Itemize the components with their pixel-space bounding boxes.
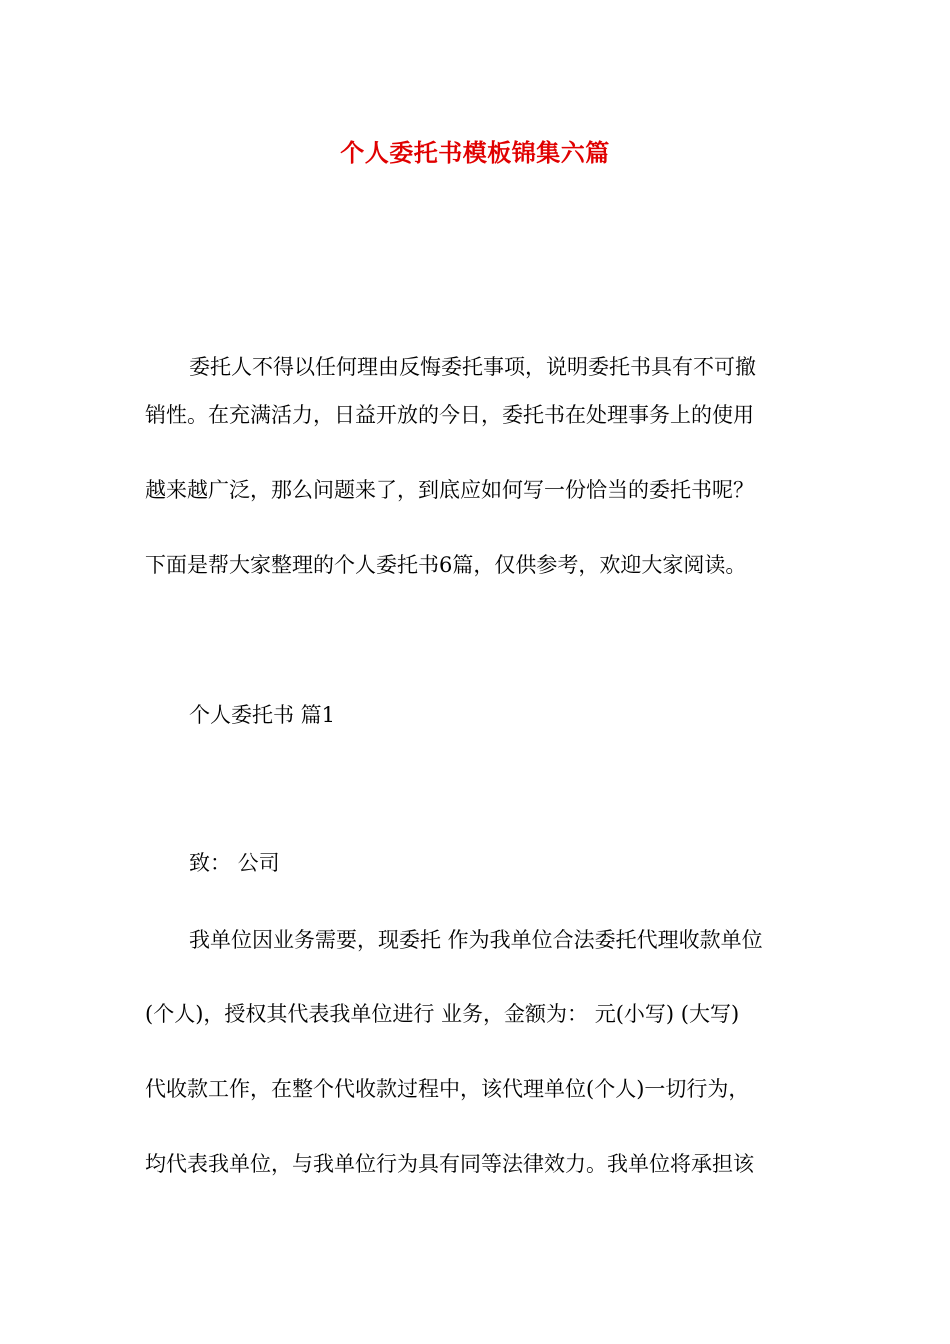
intro-line-1: 委托人不得以任何理由反悔委托事项，说明委托书具有不可撤 — [189, 355, 756, 379]
intro-line-3: 越来越广泛，那么问题来了，到底应如何写一份恰当的委托书呢？ — [145, 478, 754, 502]
document-title: 个人委托书模板锦集六篇 — [340, 138, 610, 167]
body-line-4: 均代表我单位，与我单位行为具有同等法律效力。我单位将承担该 — [145, 1152, 754, 1176]
salutation: 致： 公司 — [189, 851, 280, 875]
intro-line-2: 销性。在充满活力，日益开放的今日，委托书在处理事务上的使用 — [145, 403, 754, 427]
body-line-1: 我单位因业务需要，现委托 作为我单位合法委托代理收款单位 — [189, 928, 763, 952]
body-line-2: (个人)，授权其代表我单位进行 业务，金额为： 元(小写) (大写) — [145, 1002, 740, 1026]
section-heading: 个人委托书 篇1 — [189, 703, 336, 727]
body-line-3: 代收款工作，在整个代收款过程中，该代理单位(个人)一切行为， — [145, 1077, 750, 1101]
intro-line-4: 下面是帮大家整理的个人委托书6篇，仅供参考，欢迎大家阅读。 — [145, 553, 747, 577]
